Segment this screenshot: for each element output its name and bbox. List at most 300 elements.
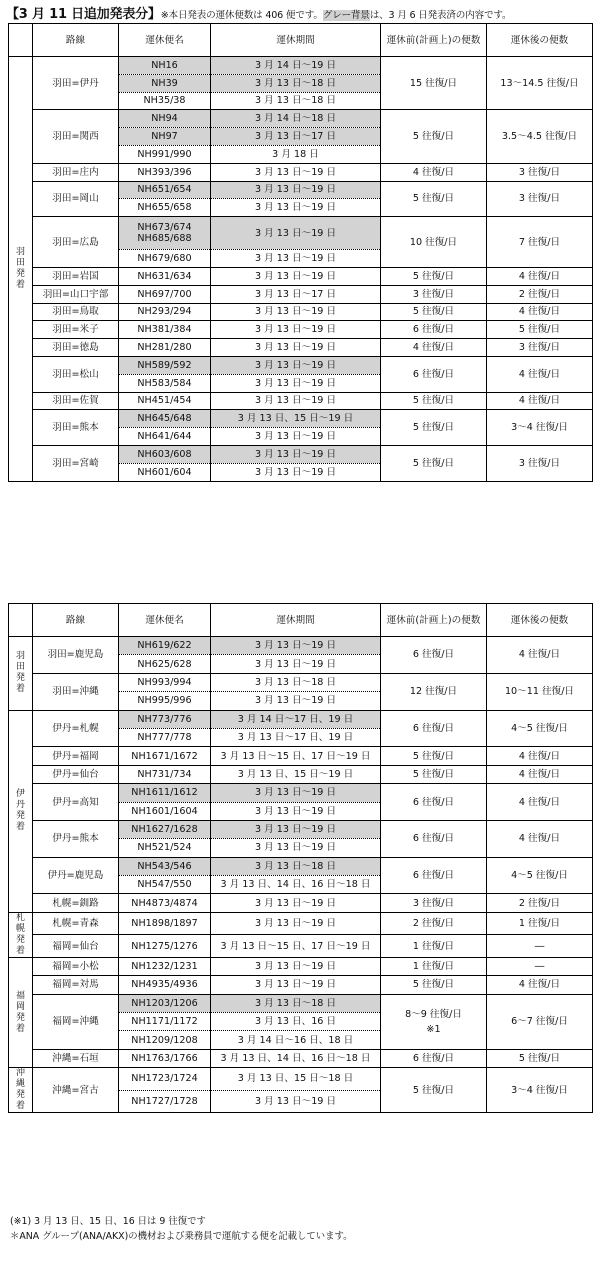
flight-cell: [119, 692, 211, 710]
route-cell: 伊丹=仙台: [33, 765, 119, 783]
route-cell: 羽田=沖縄: [33, 673, 119, 710]
before-cell: [381, 765, 487, 783]
flight-name: NH679/680: [137, 253, 192, 265]
flight-cell: [119, 145, 211, 163]
header-flight: 運休便名: [119, 604, 211, 637]
before-cell: [381, 267, 487, 285]
period-cell: 3 月 13 日、15 日～19 日: [211, 410, 381, 428]
title-heading: 【3 月 11 日追加発表分】: [6, 7, 161, 22]
period-cell: 3 月 14 日～17 日、19 日: [211, 710, 381, 728]
before-cell: [381, 894, 487, 912]
flight-name: NH1232/1231: [131, 961, 198, 973]
flight-cell: [119, 820, 211, 838]
table-row: [9, 994, 593, 1012]
flight-cell: [119, 1090, 211, 1113]
flight-cell: [119, 181, 211, 199]
header-row: [9, 604, 593, 637]
flight-name: NH451/454: [137, 395, 192, 407]
table-row: [9, 285, 593, 303]
table-row: [9, 935, 593, 958]
after-cell: 3.5～4.5 往復/日: [487, 110, 593, 163]
flight-name: NH1723/1724: [131, 1073, 198, 1085]
before-value: 1 往復/日: [412, 940, 455, 952]
flight-cell: [119, 339, 211, 357]
period-cell: 3 月 13 日、15 日～19 日: [211, 765, 381, 783]
group-label-text: 羽田発着: [15, 246, 25, 290]
flight-cell: [119, 637, 211, 655]
flight-cell: [119, 673, 211, 691]
route-cell: 羽田=庄内: [33, 163, 119, 181]
after-cell: 3 往復/日: [487, 445, 593, 481]
flight-name: NH1727/1728: [131, 1095, 198, 1107]
before-cell: [381, 637, 487, 674]
after-cell: 4 往復/日: [487, 976, 593, 994]
flight-name: NH381/384: [137, 324, 192, 336]
period-cell: 3 月 13 日～19 日: [211, 374, 381, 392]
before-value: 5 往復/日: [412, 422, 455, 434]
flight-cell: [119, 747, 211, 765]
header-route: 路線: [33, 604, 119, 637]
route-cell: 羽田=山口宇部: [33, 285, 119, 303]
flight-cell: [119, 857, 211, 875]
table-row: [9, 976, 593, 994]
before-value: 5 往復/日: [412, 1084, 455, 1096]
page-title: [6, 3, 600, 23]
period-cell: 3 月 13 日～19 日: [211, 267, 381, 285]
flight-name: NH1171/1172: [131, 1016, 198, 1028]
table-row: [9, 957, 593, 975]
before-value: 6 往復/日: [412, 796, 455, 808]
table-row: [9, 747, 593, 765]
route-cell: 羽田=伊丹: [33, 57, 119, 110]
flight-cell: [119, 957, 211, 975]
flight-cell: [119, 250, 211, 268]
table-row: [9, 321, 593, 339]
flight-name: NH1601/1604: [131, 805, 198, 817]
after-cell: 5 往復/日: [487, 1049, 593, 1067]
before-value: 6 往復/日: [412, 833, 455, 845]
header-row: [9, 24, 593, 57]
before-cell: [381, 994, 487, 1049]
flight-name: NH543/546: [137, 860, 192, 872]
flight-name: NH625/628: [137, 658, 192, 670]
before-value: 3 往復/日: [412, 288, 455, 300]
header-group: [9, 24, 33, 57]
route-cell: 羽田=松山: [33, 356, 119, 392]
before-value: 1 往復/日: [412, 961, 455, 973]
before-cell: [381, 912, 487, 935]
after-cell: 4 往復/日: [487, 747, 593, 765]
table-row: [9, 163, 593, 181]
period-cell: 3 月 13 日～19 日: [211, 217, 381, 250]
before-note: ※1: [426, 1023, 441, 1035]
after-cell: 4～5 往復/日: [487, 710, 593, 747]
flight-name: NH293/294: [137, 306, 192, 318]
table-row: [9, 1068, 593, 1091]
table-row: [9, 710, 593, 728]
flight-name: NH1203/1206: [131, 997, 198, 1009]
before-cell: [381, 935, 487, 958]
header-before: 運休前(計画上)の便数: [381, 24, 487, 57]
period-cell: 3 月 13 日～15 日、17 日～19 日: [211, 935, 381, 958]
period-cell: 3 月 13 日～18 日: [211, 92, 381, 110]
flight-name: NH547/550: [137, 879, 192, 891]
period-cell: 3 月 13 日～19 日: [211, 428, 381, 446]
route-cell: 伊丹=福岡: [33, 747, 119, 765]
period-cell: 3 月 13 日～19 日: [211, 820, 381, 838]
route-cell: 羽田=米子: [33, 321, 119, 339]
after-cell: 4 往復/日: [487, 303, 593, 321]
before-value: 6 往復/日: [412, 324, 455, 336]
period-cell: 3 月 13 日～19 日: [211, 392, 381, 410]
flight-name: NH39: [151, 77, 178, 89]
table-row: [9, 784, 593, 802]
footnote-2: ＊ANA グループ(ANA/AKX)の機材および乗務員で運航する便を記載しています。: [10, 1231, 353, 1242]
table-row: [9, 356, 593, 374]
before-cell: [381, 1049, 487, 1067]
after-cell: 3 往復/日: [487, 339, 593, 357]
group-label: [9, 912, 33, 957]
after-cell: 4 往復/日: [487, 784, 593, 821]
flight-cell: [119, 199, 211, 217]
route-cell: 伊丹=高知: [33, 784, 119, 821]
flight-cell: [119, 374, 211, 392]
after-cell: 13～14.5 往復/日: [487, 57, 593, 110]
after-cell: 4～5 往復/日: [487, 857, 593, 894]
route-cell: 羽田=熊本: [33, 410, 119, 446]
before-cell: [381, 710, 487, 747]
flight-name: NH777/778: [137, 732, 192, 744]
flight-name: NH583/584: [137, 377, 192, 389]
header-period: 運休期間: [211, 24, 381, 57]
period-cell: 3 月 13 日、15 日～18 日: [211, 1068, 381, 1091]
flight-cell: [119, 894, 211, 912]
route-cell: 羽田=宮崎: [33, 445, 119, 481]
period-cell: 3 月 13 日～19 日: [211, 463, 381, 481]
flight-cell: [119, 1068, 211, 1091]
before-value: 5 往復/日: [412, 457, 455, 469]
title-note-suffix: は、3 月 6 日発表済の内容です。: [369, 10, 512, 21]
after-cell: 1 往復/日: [487, 912, 593, 935]
period-cell: 3 月 13 日～19 日: [211, 637, 381, 655]
flight-name: NH731/734: [137, 768, 192, 780]
flight-cell: [119, 876, 211, 894]
route-cell: 羽田=岡山: [33, 181, 119, 217]
header-after: 運休後の便数: [487, 24, 593, 57]
flight-cell: [119, 92, 211, 110]
flight-cell: [119, 267, 211, 285]
table-row: [9, 303, 593, 321]
period-cell: 3 月 13 日～19 日: [211, 784, 381, 802]
table-row: [9, 857, 593, 875]
after-cell: ―: [487, 957, 593, 975]
flight-name: NH697/700: [137, 288, 192, 300]
table-row: [9, 673, 593, 691]
before-cell: [381, 57, 487, 110]
after-cell: 4 往復/日: [487, 267, 593, 285]
table-row: [9, 392, 593, 410]
after-cell: 4 往復/日: [487, 392, 593, 410]
period-cell: 3 月 13 日～19 日: [211, 199, 381, 217]
before-cell: [381, 181, 487, 217]
flight-cell: [119, 935, 211, 958]
table-row: [9, 339, 593, 357]
before-cell: [381, 321, 487, 339]
period-cell: 3 月 13 日～19 日: [211, 655, 381, 673]
after-cell: 7 往復/日: [487, 217, 593, 268]
before-value: 8～9 往復/日: [405, 1008, 462, 1020]
flight-name: NH995/996: [137, 695, 192, 707]
header-flight: 運休便名: [119, 24, 211, 57]
flight-name: NH1611/1612: [131, 787, 198, 799]
period-cell: 3 月 13 日、14 日、16 日～18 日: [211, 876, 381, 894]
flight-name: NH1671/1672: [131, 750, 198, 762]
flight-cell: [119, 392, 211, 410]
flight-name: NH991/990: [137, 148, 192, 160]
flight-name: NH655/658: [137, 202, 192, 214]
flight-cell: [119, 784, 211, 802]
after-cell: 6～7 往復/日: [487, 994, 593, 1049]
before-value: 4 往復/日: [412, 342, 455, 354]
flight-cell: [119, 765, 211, 783]
table-row: [9, 637, 593, 655]
title-note-gray-legend: グレー背景: [322, 10, 370, 21]
route-cell: 羽田=鳥取: [33, 303, 119, 321]
flight-name: NH94: [151, 113, 178, 125]
table-row: [9, 410, 593, 428]
before-cell: [381, 673, 487, 710]
before-cell: [381, 445, 487, 481]
flight-cell: [119, 1013, 211, 1031]
before-value: 5 往復/日: [412, 750, 455, 762]
period-cell: 3 月 13 日、16 日: [211, 1013, 381, 1031]
route-cell: 羽田=鹿児島: [33, 637, 119, 674]
flight-name: NH16: [151, 59, 178, 71]
period-cell: 3 月 13 日～18 日: [211, 857, 381, 875]
flight-name: NH601/604: [137, 466, 192, 478]
before-value: 2 往復/日: [412, 918, 455, 930]
suspension-table-2: [8, 603, 593, 1113]
period-cell: 3 月 13 日～19 日: [211, 181, 381, 199]
table-row: [9, 181, 593, 199]
before-value: 4 往復/日: [412, 166, 455, 178]
flight-name: NH4935/4936: [131, 979, 198, 991]
group-label: [9, 57, 33, 482]
flight-name-2: NH685/688: [137, 233, 192, 245]
before-value: 5 往復/日: [412, 979, 455, 991]
before-cell: [381, 217, 487, 268]
after-cell: 10～11 往復/日: [487, 673, 593, 710]
route-cell: 沖縄=石垣: [33, 1049, 119, 1067]
before-cell: [381, 285, 487, 303]
flight-cell: [119, 110, 211, 128]
flight-cell: [119, 728, 211, 746]
period-cell: 3 月 13 日～19 日: [211, 957, 381, 975]
suspension-table-1: [8, 23, 593, 482]
flight-cell: [119, 445, 211, 463]
after-cell: 4 往復/日: [487, 356, 593, 392]
table-row: [9, 110, 593, 128]
period-cell: 3 月 13 日、14 日、16 日～18 日: [211, 1049, 381, 1067]
flight-name: NH641/644: [137, 431, 192, 443]
period-cell: 3 月 13 日～19 日: [211, 1090, 381, 1113]
before-value: 5 往復/日: [412, 193, 455, 205]
flight-cell: [119, 802, 211, 820]
before-cell: [381, 1068, 487, 1113]
group-label: [9, 1068, 33, 1113]
flight-cell: [119, 976, 211, 994]
period-cell: 3 月 13 日～19 日: [211, 692, 381, 710]
flight-cell: [119, 710, 211, 728]
before-cell: [381, 957, 487, 975]
period-cell: 3 月 14 日～16 日、18 日: [211, 1031, 381, 1049]
before-value: 6 往復/日: [412, 368, 455, 380]
flight-name: NH619/622: [137, 640, 192, 652]
group-label-text: 伊丹発着: [15, 789, 25, 833]
flight-cell: [119, 428, 211, 446]
period-cell: 3 月 13 日～17 日: [211, 128, 381, 146]
after-cell: 2 往復/日: [487, 894, 593, 912]
route-cell: 伊丹=札幌: [33, 710, 119, 747]
table-row: [9, 820, 593, 838]
flight-name: NH1898/1897: [131, 918, 198, 930]
before-value: 5 往復/日: [412, 131, 455, 143]
period-cell: 3 月 13 日～19 日: [211, 339, 381, 357]
route-cell: 羽田=広島: [33, 217, 119, 268]
after-cell: 4 往復/日: [487, 637, 593, 674]
flight-name: NH1209/1208: [131, 1034, 198, 1046]
group-label-text: 福岡発着: [15, 990, 25, 1034]
group-label: [9, 957, 33, 1067]
table-row: [9, 445, 593, 463]
before-cell: [381, 339, 487, 357]
group-label: [9, 637, 33, 711]
flight-cell: [119, 1031, 211, 1049]
after-cell: 2 往復/日: [487, 285, 593, 303]
title-note: [161, 10, 512, 21]
table-row: [9, 267, 593, 285]
before-cell: [381, 163, 487, 181]
before-value: 5 往復/日: [412, 395, 455, 407]
period-cell: 3 月 13 日～19 日: [211, 976, 381, 994]
route-cell: 福岡=沖縄: [33, 994, 119, 1049]
period-cell: 3 月 13 日～19 日: [211, 163, 381, 181]
flight-cell: [119, 217, 211, 250]
before-cell: [381, 820, 487, 857]
before-value: 6 往復/日: [412, 870, 455, 882]
route-cell: 札幌=釧路: [33, 894, 119, 912]
period-cell: 3 月 13 日～19 日: [211, 250, 381, 268]
group-label-text: 札幌発着: [15, 912, 25, 956]
flight-name: NH521/524: [137, 842, 192, 854]
flight-name: NH35/38: [143, 95, 186, 107]
flight-cell: [119, 163, 211, 181]
flight-cell: [119, 839, 211, 857]
before-value: 5 往復/日: [412, 768, 455, 780]
route-cell: 沖縄=宮古: [33, 1068, 119, 1113]
flight-name: NH4873/4874: [131, 897, 198, 909]
route-cell: 札幌=青森: [33, 912, 119, 935]
flight-name: NH673/674: [137, 222, 192, 234]
route-cell: 羽田=関西: [33, 110, 119, 163]
period-cell: 3 月 13 日～17 日、19 日: [211, 728, 381, 746]
period-cell: 3 月 13 日～19 日: [211, 445, 381, 463]
after-cell: 3 往復/日: [487, 181, 593, 217]
before-cell: [381, 747, 487, 765]
flight-name: NH631/634: [137, 270, 192, 282]
table-row: [9, 912, 593, 935]
flight-cell: [119, 285, 211, 303]
header-period: 運休期間: [211, 604, 381, 637]
period-cell: 3 月 13 日～19 日: [211, 839, 381, 857]
flight-name: NH1763/1766: [131, 1053, 198, 1064]
period-cell: 3 月 13 日～19 日: [211, 356, 381, 374]
header-route: 路線: [33, 24, 119, 57]
flight-cell: [119, 74, 211, 92]
route-cell: 羽田=佐賀: [33, 392, 119, 410]
flight-cell: [119, 321, 211, 339]
period-cell: 3 月 13 日～19 日: [211, 912, 381, 935]
header-before: 運休前(計画上)の便数: [381, 604, 487, 637]
route-cell: 福岡=対馬: [33, 976, 119, 994]
before-cell: [381, 303, 487, 321]
flight-name: NH773/776: [137, 713, 192, 725]
before-cell: [381, 784, 487, 821]
before-cell: [381, 110, 487, 163]
period-cell: 3 月 13 日～18 日: [211, 74, 381, 92]
flight-name: NH1275/1276: [131, 940, 198, 952]
flight-name: NH393/396: [137, 166, 192, 178]
before-cell: [381, 857, 487, 894]
flight-cell: [119, 356, 211, 374]
before-value: 6 往復/日: [412, 649, 455, 661]
after-cell: 4 往復/日: [487, 765, 593, 783]
flight-name: NH589/592: [137, 359, 192, 371]
before-value: 5 往復/日: [412, 270, 455, 282]
flight-cell: [119, 410, 211, 428]
footnotes: [10, 1214, 353, 1244]
before-cell: [381, 356, 487, 392]
before-value: 12 往復/日: [409, 686, 458, 698]
route-cell: 福岡=仙台: [33, 935, 119, 958]
route-cell: 福岡=小松: [33, 957, 119, 975]
flight-cell: [119, 128, 211, 146]
before-value: 3 往復/日: [412, 897, 455, 909]
table-row: [9, 217, 593, 250]
route-cell: 伊丹=熊本: [33, 820, 119, 857]
after-cell: 3～4 往復/日: [487, 410, 593, 446]
title-note-count: ※本日発表の運休便数は 406 便です。: [160, 10, 323, 21]
before-value: 15 往復/日: [409, 77, 458, 89]
flight-cell: [119, 1049, 211, 1067]
period-cell: 3 月 18 日: [211, 145, 381, 163]
period-cell: 3 月 13 日～17 日: [211, 285, 381, 303]
period-cell: 3 月 14 日～19 日: [211, 57, 381, 75]
table-row: [9, 765, 593, 783]
flight-name: NH281/280: [137, 342, 192, 354]
period-cell: 3 月 13 日～18 日: [211, 994, 381, 1012]
table-row: [9, 894, 593, 912]
flight-name: NH993/994: [137, 676, 192, 688]
header-after: 運休後の便数: [487, 604, 593, 637]
table-row: [9, 57, 593, 75]
flight-name: NH651/654: [137, 184, 192, 196]
route-cell: 羽田=岩国: [33, 267, 119, 285]
flight-cell: [119, 912, 211, 935]
period-cell: 3 月 13 日～15 日、17 日～19 日: [211, 747, 381, 765]
before-value: 6 往復/日: [412, 722, 455, 734]
after-cell: ―: [487, 935, 593, 958]
